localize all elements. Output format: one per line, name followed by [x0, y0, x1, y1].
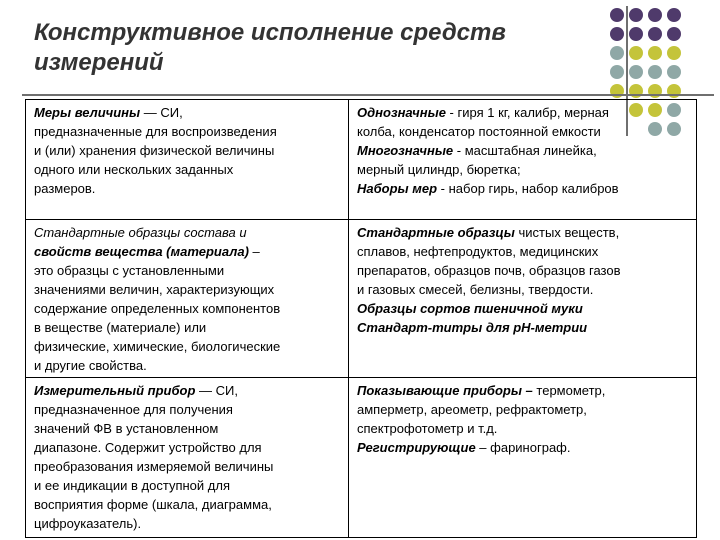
term-text: Многозначные — [357, 143, 454, 158]
term-text: Однозначные — [357, 105, 446, 120]
body-text: и другие свойства. — [34, 358, 147, 373]
term-text: Регистрирующие — [357, 440, 476, 455]
table-row — [26, 100, 697, 220]
body-text: - масштабная линейка, — [453, 143, 597, 158]
term-text: Показывающие приборы – — [357, 383, 533, 398]
decorative-dot — [610, 27, 624, 41]
decorative-dot — [667, 8, 681, 22]
body-text: одного или нескольких заданных — [34, 162, 234, 177]
body-text: термометр, — [532, 383, 606, 398]
body-text: – — [248, 244, 260, 259]
italic-text: Стандартные образцы состава и — [34, 225, 247, 240]
horizontal-divider — [22, 94, 714, 96]
definition-cell — [26, 220, 349, 378]
decorative-dot — [667, 46, 681, 60]
body-text: диапазоне. Содержит устройство для — [34, 440, 262, 455]
decorative-dot — [629, 8, 643, 22]
decorative-dot — [629, 65, 643, 79]
decorative-dot — [648, 46, 662, 60]
body-text: и (или) хранения физической величины — [34, 143, 275, 158]
body-text: и газовых смесей, белизны, твердости. — [357, 282, 594, 297]
term-text: Стандартные образцы — [357, 225, 515, 240]
decorative-dot — [610, 8, 624, 22]
body-text: предназначенное для получения — [34, 402, 233, 417]
examples-cell — [349, 378, 697, 538]
body-text: сплавов, нефтепродуктов, медицинских — [357, 244, 599, 259]
body-text: значений ФВ в установленном — [34, 421, 219, 436]
body-text: размеров. — [34, 181, 96, 196]
slide-title-line-2: измерений — [34, 49, 164, 76]
examples-cell — [349, 220, 697, 378]
table-row — [26, 378, 697, 538]
body-text: — СИ, — [140, 105, 183, 120]
body-text: мерный цилиндр, бюретка; — [357, 162, 521, 177]
body-text: - набор гирь, набор калибров — [437, 181, 619, 196]
decorative-dot — [629, 46, 643, 60]
term-text: Измерительный прибор — [34, 383, 196, 398]
body-text: значениями величин, характеризующих — [34, 282, 275, 297]
decorative-dot — [610, 46, 624, 60]
body-text: восприятия форме (шкала, диаграмма, — [34, 497, 272, 512]
term-text: Стандарт-титры для pH-метрии — [357, 320, 588, 335]
body-text: колба, конденсатор постоянной емкости — [357, 124, 601, 139]
body-text: – фаринограф. — [475, 440, 571, 455]
decorative-dot — [648, 65, 662, 79]
decorative-dot — [629, 27, 643, 41]
term-text: свойств вещества (материала) — [34, 244, 249, 259]
slide-title — [34, 18, 604, 78]
definition-cell — [26, 378, 349, 538]
slide-title-line-1: Конструктивное исполнение средств — [34, 19, 506, 46]
body-text: амперметр, ареометр, рефрактометр, — [357, 402, 587, 417]
definition-cell — [26, 100, 349, 220]
body-text: преобразования измеряемой величины — [34, 459, 274, 474]
decorative-dot — [648, 8, 662, 22]
term-text: Образцы сортов пшеничной муки — [357, 301, 583, 316]
body-text: препаратов, образцов почв, образцов газов — [357, 263, 621, 278]
body-text: и ее индикации в доступной для — [34, 478, 230, 493]
body-text: чистых веществ, — [514, 225, 620, 240]
measurement-means-table — [25, 99, 697, 538]
decorative-dot — [648, 27, 662, 41]
decorative-dot — [610, 65, 624, 79]
body-text: - гиря 1 кг, калибр, мерная — [445, 105, 609, 120]
body-text: спектрофотометр и т.д. — [357, 421, 498, 436]
body-text: в веществе (материале) или — [34, 320, 207, 335]
body-text: содержание определенных компонентов — [34, 301, 281, 316]
body-text: цифроуказатель). — [34, 516, 142, 531]
body-text: физические, химические, биологические — [34, 339, 281, 354]
body-text: — СИ, — [195, 383, 238, 398]
body-text: это образцы с установленными — [34, 263, 225, 278]
decorative-dot — [667, 65, 681, 79]
table-row — [26, 220, 697, 378]
decorative-dot — [667, 27, 681, 41]
examples-cell — [349, 100, 697, 220]
term-text: Меры величины — [34, 105, 141, 120]
term-text: Наборы мер — [357, 181, 438, 196]
body-text: предназначенные для воспроизведения — [34, 124, 277, 139]
